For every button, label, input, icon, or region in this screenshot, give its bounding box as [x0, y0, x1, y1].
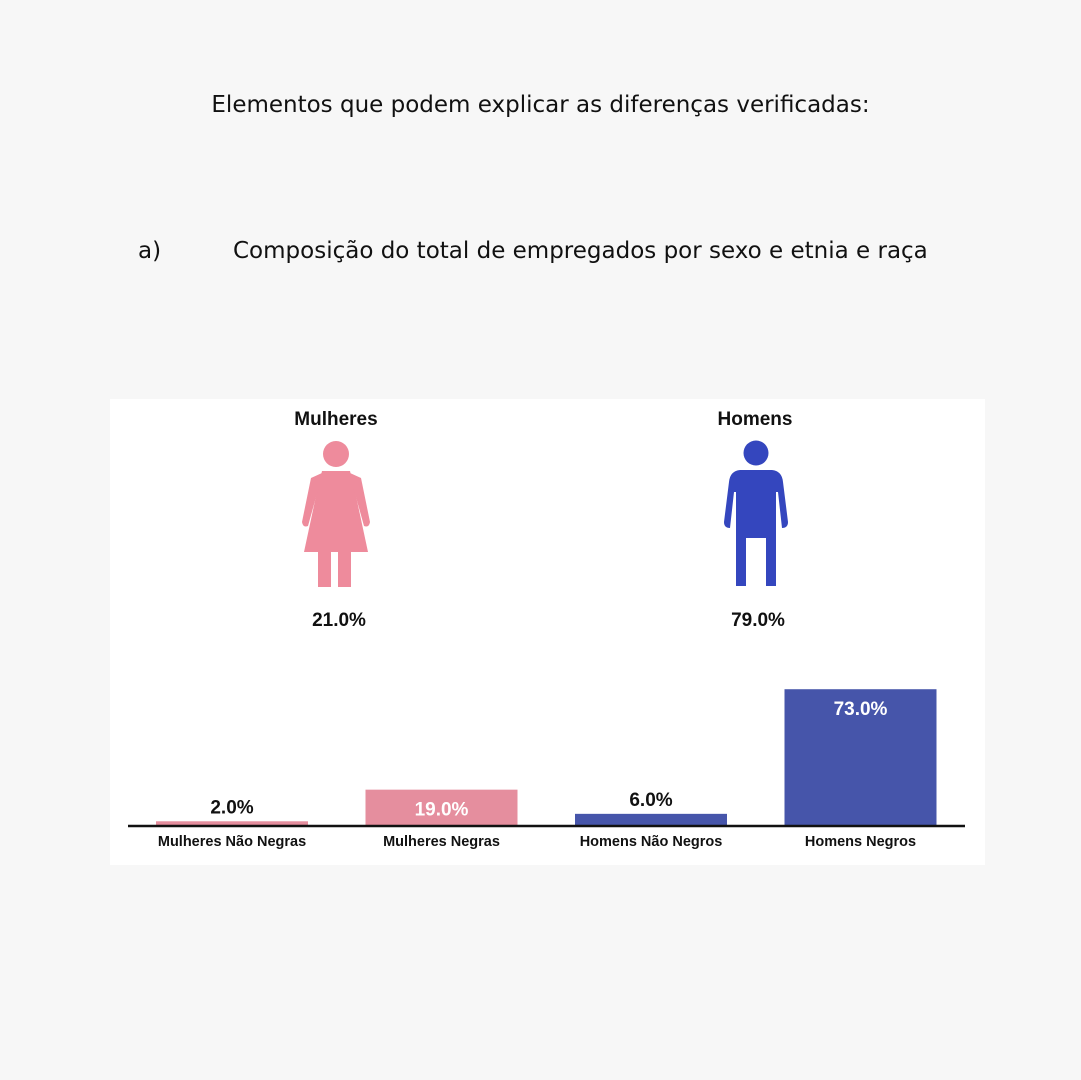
bar-value-label: 19.0% [414, 799, 469, 821]
category-label: Mulheres Negras [383, 834, 500, 850]
bar-value-label: 2.0% [210, 797, 254, 819]
men-percentage: 79.0% [731, 610, 785, 631]
women-title: Mulheres [294, 409, 378, 430]
men-title: Homens [717, 409, 793, 430]
category-label: Homens Não Negros [579, 834, 723, 850]
category-label: Homens Negros [804, 834, 917, 850]
bar-value-label: 73.0% [833, 699, 888, 721]
subsection-title: Composição do total de empregados por sexo e etnia e raça [233, 238, 928, 264]
bar-value-label: 6.0% [629, 789, 673, 811]
chart-panel [110, 399, 985, 865]
page-heading: Elementos que podem explicar as diferenças verificadas: [211, 92, 870, 118]
bar-3 [575, 814, 727, 825]
bar-chart [110, 399, 985, 865]
bar-1 [156, 821, 308, 825]
women-percentage: 21.0% [312, 610, 366, 631]
subsection-marker: a) [138, 238, 162, 264]
category-label: Mulheres Não Negras [157, 834, 307, 850]
